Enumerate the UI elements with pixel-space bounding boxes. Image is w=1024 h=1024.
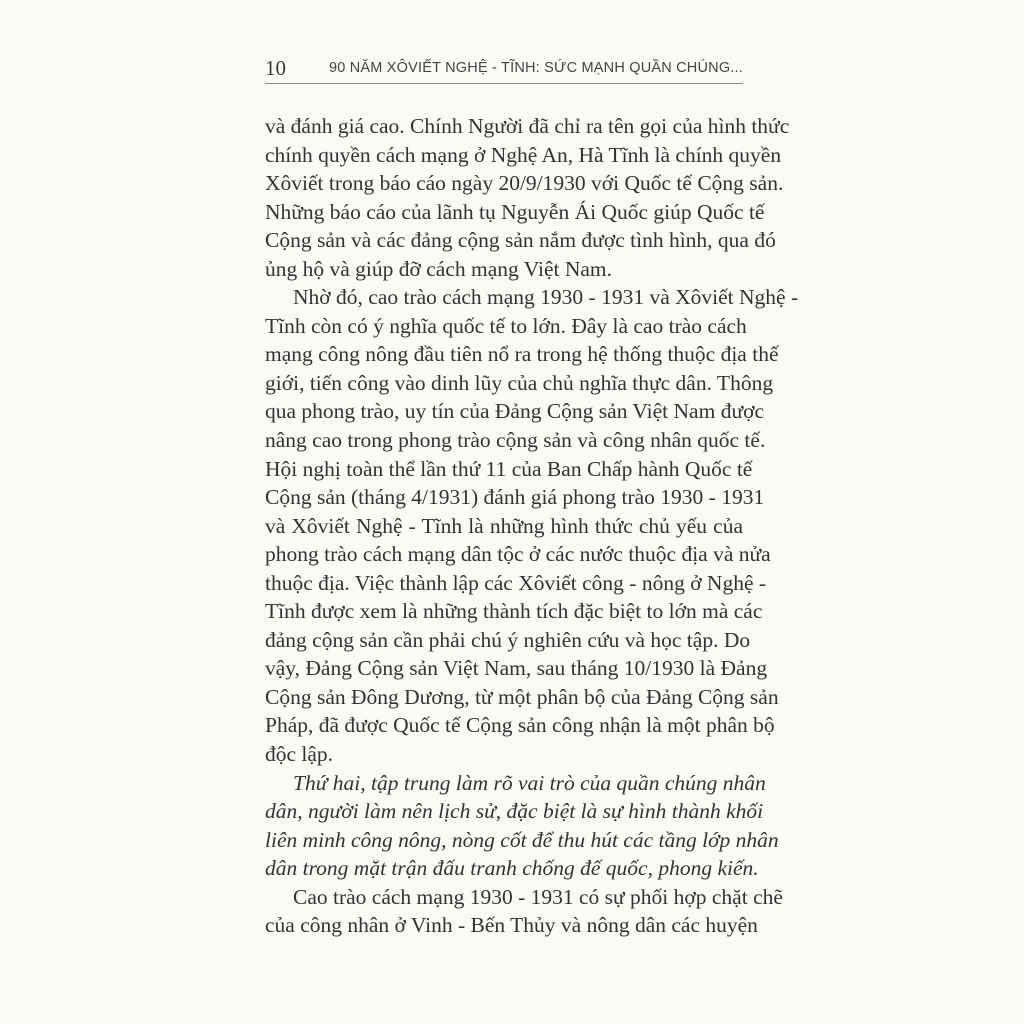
running-header: [265, 56, 743, 84]
page-body: [265, 112, 799, 940]
text-line: mạng công nông đầu tiên nổ ra trong hệ thống thuộc địa thế: [265, 342, 779, 367]
text-line: liên minh công nông, nòng cốt để thu hút các tầng lớp nhân: [265, 827, 779, 852]
text-line: dân trong mặt trận đấu tranh chống đế quốc, phong kiến.: [265, 856, 759, 881]
page-number: 10: [265, 56, 286, 80]
italic-paragraph: [265, 769, 779, 883]
text-line: dân, người làm nên lịch sử, đặc biệt là sự hình thành khối: [265, 799, 764, 824]
text-line: thuộc địa. Việc thành lập các Xôviết công - nông ở Nghệ -: [265, 570, 767, 595]
paragraph: [265, 112, 790, 283]
text-line: và đánh giá cao. Chính Người đã chỉ ra tên gọi của hình thức: [265, 114, 790, 138]
text-line: Hội nghị toàn thể lần thứ 11 của Ban Chấp hành Quốc tế: [265, 456, 753, 481]
text-line: giới, tiến công vào dinh lũy của chủ nghĩa thực dân. Thông: [265, 370, 774, 395]
text-line: của công nhân ở Vinh - Bến Thủy và nông dân các huyện: [265, 913, 758, 938]
text-line: Tĩnh còn có ý nghĩa quốc tế to lớn. Đây là cao trào cách: [265, 313, 747, 338]
text-line: phong trào cách mạng dân tộc ở các nước thuộc địa và nửa: [265, 542, 771, 567]
text-line: độc lập.: [265, 742, 334, 767]
text-line: Tĩnh được xem là những thành tích đặc biệt to lớn mà các: [265, 599, 763, 624]
text-line: vậy, Đảng Cộng sản Việt Nam, sau tháng 10/1930 là Đảng: [265, 656, 768, 681]
text-line: Xôviết trong báo cáo ngày 20/9/1930 với Quốc tế Cộng sản.: [265, 171, 784, 196]
text-line: đảng cộng sản cần phải chú ý nghiên cứu và học tập. Do: [265, 627, 751, 652]
paragraph: [265, 883, 783, 940]
text-line: ủng hộ và giúp đỡ cách mạng Việt Nam.: [265, 256, 613, 281]
text-line: Thứ hai, tập trung làm rõ vai trò của quần chúng nhân: [293, 770, 766, 795]
text-line: Nhờ đó, cao trào cách mạng 1930 - 1931 và Xôviết Nghệ -: [293, 285, 799, 310]
text-line: Cộng sản Đông Dương, từ một phân bộ của Đảng Cộng sản: [265, 684, 779, 709]
text-line: Cộng sản (tháng 4/1931) đánh giá phong trào 1930 - 1931: [265, 485, 765, 510]
text-line: qua phong trào, uy tín của Đảng Cộng sản Việt Nam được: [265, 399, 765, 424]
paragraph: [265, 283, 799, 768]
text-line: Cao trào cách mạng 1930 - 1931 có sự phối hợp chặt chẽ: [293, 884, 783, 909]
text-line: nâng cao trong phong trào cộng sản và công nhân quốc tế.: [265, 428, 766, 453]
text-line: Những báo cáo của lãnh tụ Nguyễn Ái Quốc giúp Quốc tế: [265, 199, 765, 224]
text-line: Cộng sản và các đảng cộng sản nắm được tình hình, qua đó: [265, 228, 776, 253]
running-title: 90 NĂM XÔVIẾT NGHỆ - TĨNH: SỨC MẠNH QUẦN CHÚNG...: [328, 60, 743, 76]
text-line: chính quyền cách mạng ở Nghệ An, Hà Tĩnh là chính quyền: [265, 142, 782, 167]
text-line: và Xôviết Nghệ - Tĩnh là những hình thức chủ yếu của: [265, 513, 743, 538]
text-line: Pháp, đã được Quốc tế Cộng sản công nhận là một phân bộ: [265, 713, 775, 738]
